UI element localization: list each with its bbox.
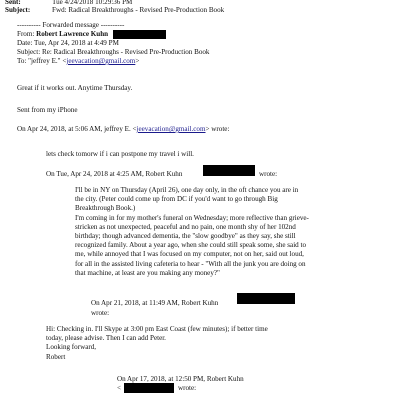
subject-label: Subject: <box>5 6 31 14</box>
redaction-block <box>237 293 295 304</box>
subject-line <box>5 6 224 15</box>
quote1-email-link[interactable]: jeevacation@gmail.com <box>136 125 206 133</box>
quote1-suffix: > wrote: <box>205 125 230 133</box>
quote2-line: for all in the assisted living cafeteria to hear - "With all the junk you are doing on <box>75 259 306 268</box>
reply-line-2: Sent from my iPhone <box>17 106 78 114</box>
quote4-wrote: wrote: <box>178 384 197 392</box>
sent-value: Tue 4/24/2018 10:29:36 PM <box>52 0 133 6</box>
forward-date-line: Date: Tue, Apr 24, 2018 at 4:49 PM <box>17 39 119 47</box>
from-name: Robert Lawrence Kuhn <box>36 30 109 38</box>
redaction-block <box>124 383 174 393</box>
quote2-line: me, while annoyed that I was focused on my computer, not on her, said out loud, <box>75 250 304 259</box>
quote1-header <box>17 125 229 134</box>
to-suffix: > <box>135 57 140 65</box>
redaction-block <box>203 165 255 176</box>
quote2-line: the city. (Peter could come up from DC if you'd want to go through Big <box>75 195 278 204</box>
quote4-header: On Apr 17, 2018, at 12:50 PM, Robert Kuhn <box>117 375 244 383</box>
quote1-body: lets check tomorw if i can postpone my travel i will. <box>46 150 194 158</box>
forward-from-line <box>17 30 108 39</box>
quote2-line: I'll be in NY on Thursday (April 26), one day only, in the oft chance you are in <box>75 186 299 194</box>
quote2-line: birthday; though advanced dementia, the "slow goodbye" as they say, she still <box>75 232 296 241</box>
quote2-wrote: wrote: <box>259 170 278 178</box>
from-label: From: <box>17 30 35 38</box>
quote2-line: that machine, at least are you making any money?" <box>75 268 220 277</box>
quote2-header: On Tue, Apr 24, 2018 at 4:25 AM, Robert Kuhn <box>46 170 183 178</box>
subject-value: Fwd: Radical Breakthroughs - Revised Pre-Production Book <box>52 6 225 14</box>
quote3-line: Looking forward, <box>46 343 97 352</box>
quote2-line: Breakthrough Book.) <box>75 204 136 213</box>
quote4-line <box>117 384 121 393</box>
quote2-line: stricken as not unexpected, peaceful and no pain, one month shy of her 102nd <box>75 222 296 231</box>
quote2-line: recognized family. About a year ago, when she could still speak some, she said to <box>75 241 307 250</box>
quote4-lt: < <box>117 384 122 392</box>
sent-label: Sent: <box>5 0 21 6</box>
quote3-body <box>46 325 268 362</box>
forward-divider: ---------- Forwarded message ---------- <box>17 21 125 29</box>
redaction-block <box>113 30 166 39</box>
quote3-header: On Apr 21, 2018, at 11:49 AM, Robert Kuhn <box>91 299 219 307</box>
quote3-line: Robert <box>46 352 66 361</box>
quote3-line: Hi: Checking in. I'll Skype at 3:00 pm East Coast (few minutes); if better time <box>46 325 268 333</box>
quote3-wrote: wrote: <box>91 309 110 317</box>
forward-subject-line: Subject: Re: Radical Breakthroughs - Revised Pre-Production Book <box>17 48 210 56</box>
forward-to-line <box>17 57 139 66</box>
quote3-line: today, please advise. Then I can add Peter. <box>46 334 166 343</box>
to-prefix: To: "jeffrey E." < <box>17 57 67 65</box>
quote2-line: I'm coming in for my mother's funeral on Wednesday; more reflective than grieve- <box>75 213 309 222</box>
reply-line-1: Great if it works out. Anytime Thursday. <box>17 84 133 92</box>
quote1-prefix: On Apr 24, 2018, at 5:06 AM, jeffrey E. < <box>17 125 137 133</box>
to-email-link[interactable]: jeevacation@gmail.com <box>66 57 136 65</box>
quote2-body <box>75 186 309 278</box>
